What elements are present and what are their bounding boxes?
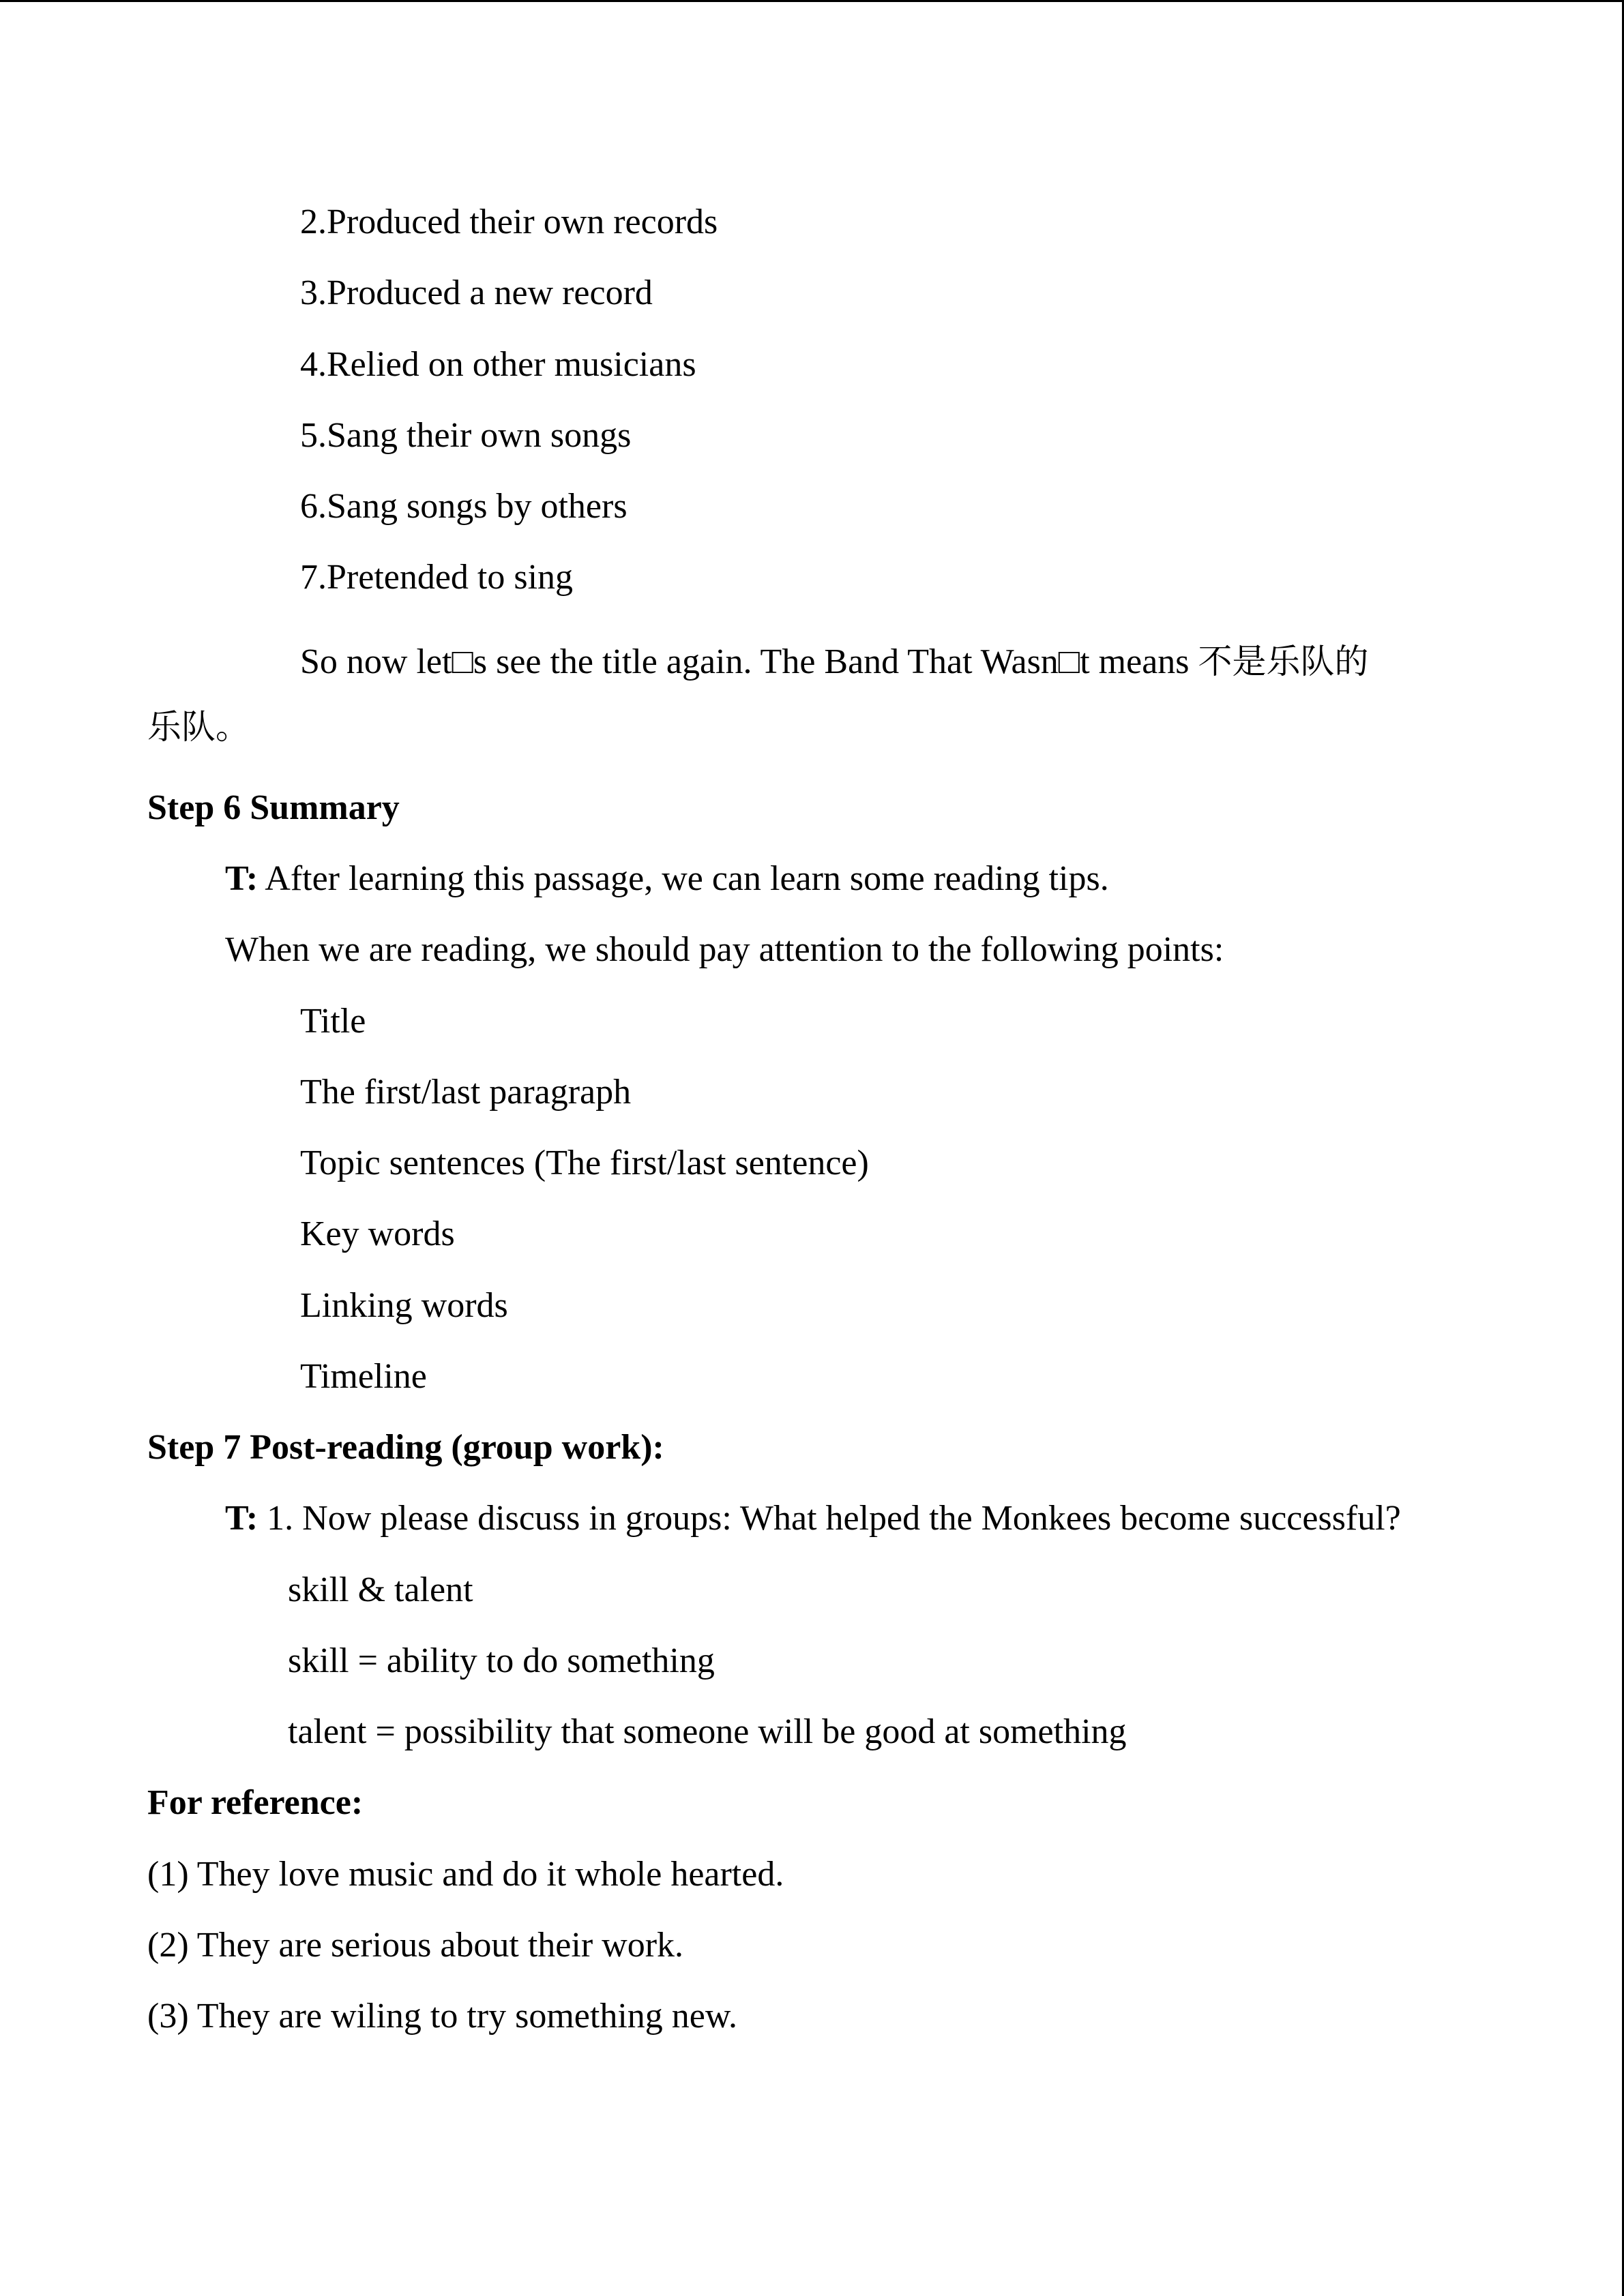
step6-intro: When we are reading, we should pay attention to the following points: [225,930,1224,969]
reading-point: Timeline [300,1357,427,1396]
step6-heading: Step 6 Summary [147,788,400,827]
reading-point: Title [300,1002,366,1041]
reference-item: (1) They love music and do it whole hearted. [147,1855,784,1894]
teacher-text: 1. Now please discuss in groups: What helped the Monkees become successful? [258,1499,1401,1538]
list-item: 3.Produced a new record [300,273,653,312]
step7-heading: Step 7 Post-reading (group work): [147,1428,664,1467]
step6-teacher-line [225,861,1109,897]
teacher-text: After learning this passage, we can learn some reading tips. [258,859,1109,898]
teacher-label: T: [225,1499,259,1538]
reference-item: (3) They are wiling to try something new. [147,1997,738,2036]
list-item: 7.Pretended to sing [300,558,574,597]
title-paragraph-chinese: 不是乐队的 [1198,642,1369,681]
reading-point: Linking words [300,1286,508,1325]
step7-teacher-line [225,1501,1401,1536]
list-item: 4.Relied on other musicians [300,345,696,384]
list-item: 2.Produced their own records [300,203,718,241]
reading-point: The first/last paragraph [300,1073,632,1112]
term-line: skill = ability to do something [288,1641,715,1680]
list-item: 6.Sang songs by others [300,487,628,526]
term-line: talent = possibility that someone will be good at something [288,1712,1127,1751]
title-paragraph [300,644,1369,680]
reference-item: (2) They are serious about their work. [147,1926,684,1965]
title-paragraph-text: So now let□s see the title again. The Band That Wasn□t means [300,642,1198,681]
reference-heading: For reference: [147,1783,364,1822]
term-line: skill & talent [288,1570,473,1609]
reading-point: Topic sentences (The first/last sentence) [300,1144,869,1182]
reading-point: Key words [300,1214,455,1253]
list-item: 5.Sang their own songs [300,416,632,455]
title-paragraph-wrap: 乐队。 [147,707,250,747]
teacher-label: T: [225,859,259,898]
